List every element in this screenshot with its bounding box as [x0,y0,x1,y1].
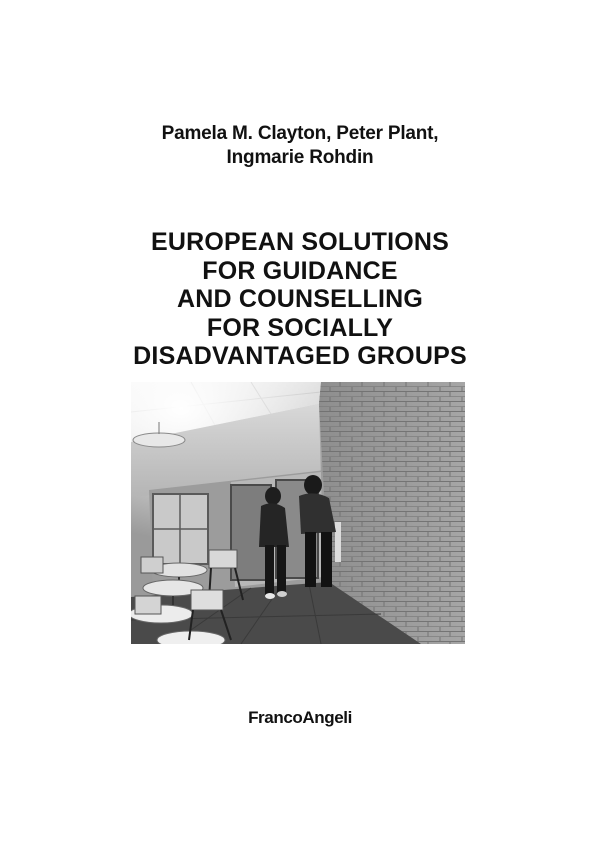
author-line-2: Ingmarie Rohdin [226,147,374,168]
title-line-4: FOR SOCIALLY [206,313,394,342]
book-title [0,228,600,371]
cover-photo-illustration [131,382,465,644]
title-line-5: DISADVANTAGED GROUPS [133,342,467,370]
cover-photo [131,382,465,644]
title-line-1: EUROPEAN SOLUTIONS [150,228,450,256]
title-line-3: AND COUNSELLING [176,285,424,313]
author-line-1: Pamela M. Clayton, Peter Plant, [161,123,439,144]
title-line-2: FOR GUIDANCE [202,256,398,285]
author-names [0,122,600,170]
publisher-name: FrancoAngeli [248,708,352,727]
